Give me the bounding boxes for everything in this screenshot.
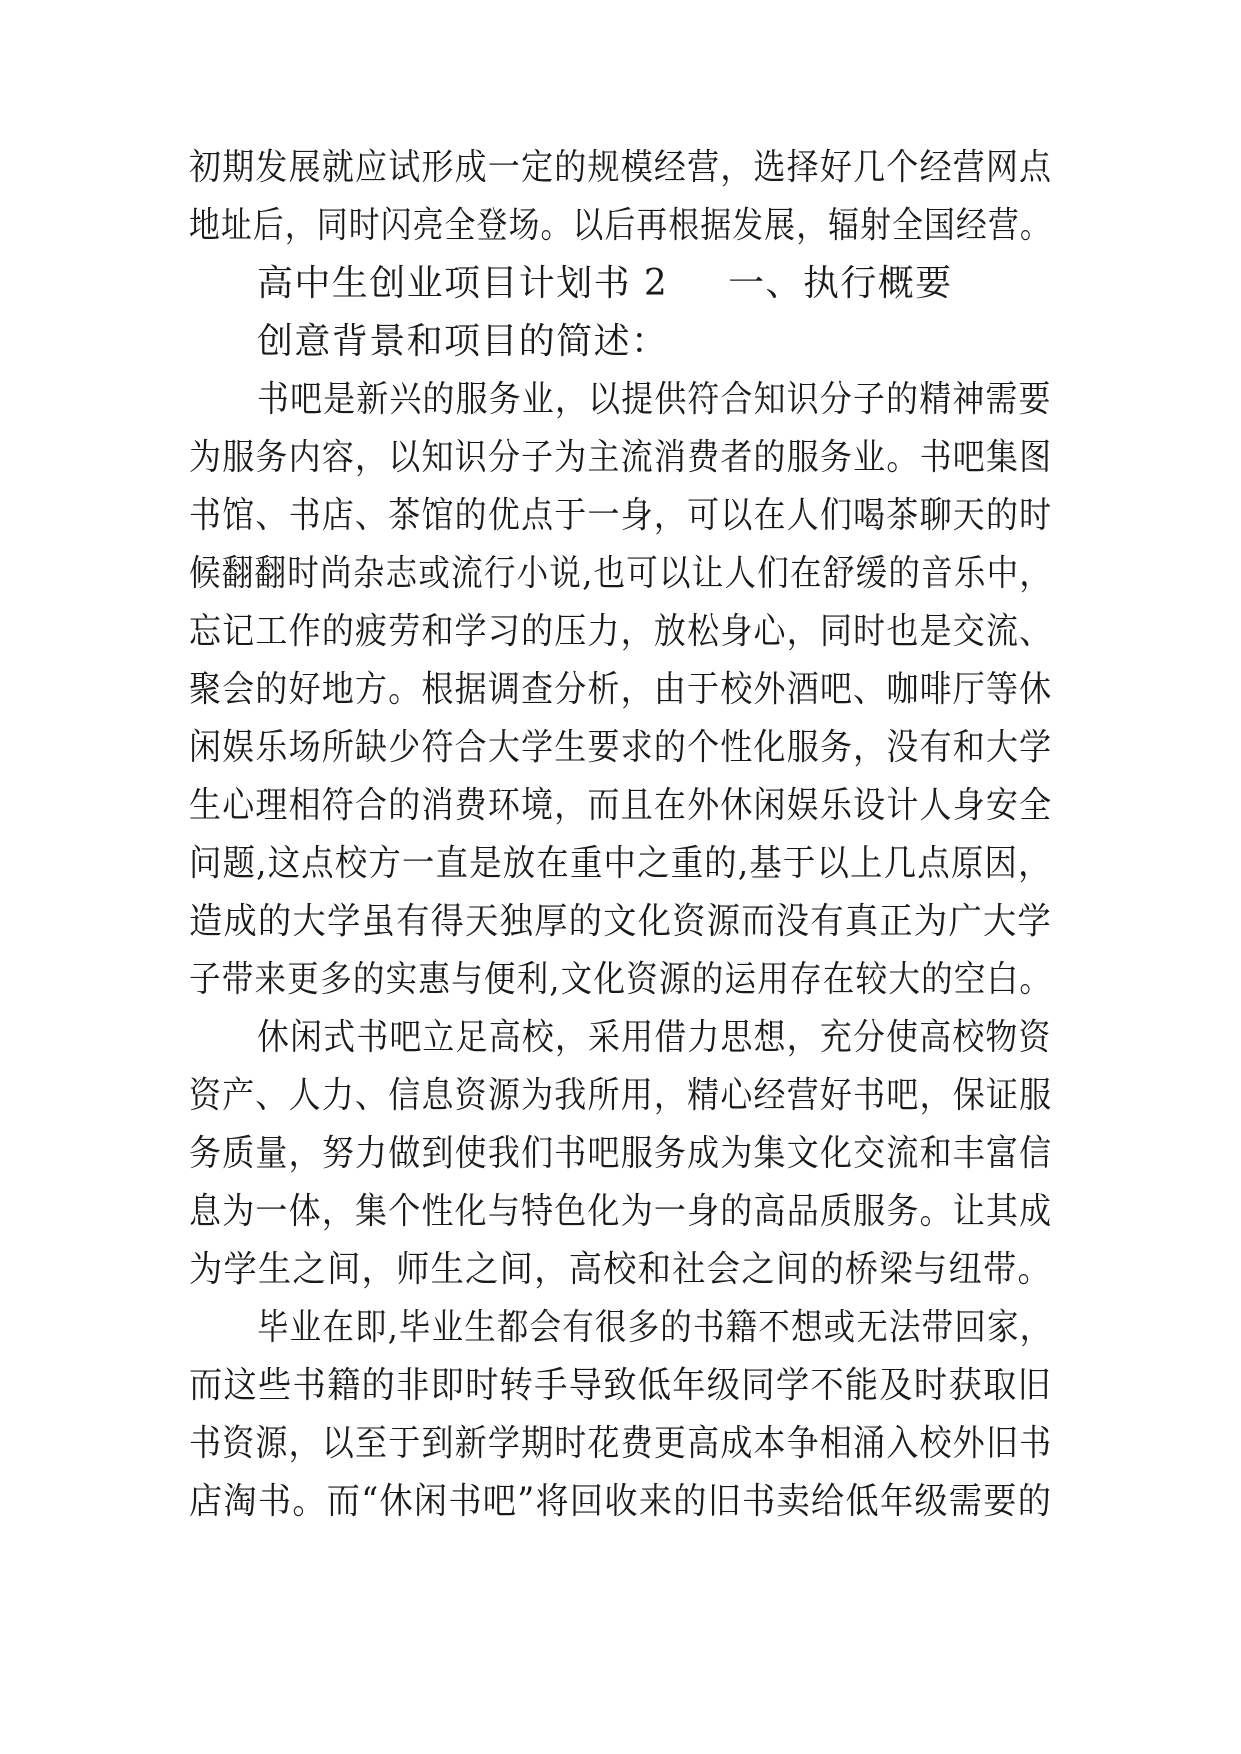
- text-line: 初期发展就应试形成一定的规模经营，选择好几个经营网点: [189, 147, 1053, 188]
- text-line: 店淘书。而“休闲书吧”将回收来的旧书卖给低年级需要的: [189, 1481, 1053, 1522]
- document-title: 高中生创业项目计划书 2: [257, 263, 669, 304]
- text-line: 为学生之间，师生之间，高校和社会之间的桥梁与纽带。: [189, 1249, 1053, 1290]
- text-line: 生心理相符合的消费环境，而且在外休闲娱乐设计人身安全: [189, 785, 1053, 826]
- text-line: 候翻翻时尚杂志或流行小说,也可以让人们在舒缓的音乐中，: [189, 553, 1053, 594]
- text-line: 忘记工作的疲劳和学习的压力，放松身心，同时也是交流、: [189, 611, 1053, 652]
- text-line: 造成的大学虽有得天独厚的文化资源而没有真正为广大学: [189, 901, 1053, 942]
- text-line: 地址后，同时闪亮全登场。以后再根据发展，辐射全国经营。: [189, 205, 1052, 246]
- text-line: 子带来更多的实惠与便利,文化资源的运用存在较大的空白。: [189, 959, 1053, 1000]
- text-line: 闲娱乐场所缺少符合大学生要求的个性化服务，没有和大学: [189, 727, 1053, 768]
- text-line: 问题,这点校方一直是放在重中之重的,基于以上几点原因，: [189, 843, 1052, 884]
- text-line: 书吧是新兴的服务业，以提供符合知识分子的精神需要: [257, 379, 1052, 420]
- text-line: 书资源，以至于到新学期时花费更高成本争相涌入校外旧书: [189, 1423, 1053, 1464]
- text-line: 书馆、书店、茶馆的优点于一身，可以在人们喝茶聊天的时: [189, 495, 1053, 536]
- section-heading: [257, 264, 953, 304]
- text-line: 务质量，努力做到使我们书吧服务成为集文化交流和丰富信: [189, 1133, 1053, 1174]
- text-line: 聚会的好地方。根据调查分析，由于校外酒吧、咖啡厅等休: [189, 669, 1053, 710]
- text-line: 而这些书籍的非即时转手导致低年级同学不能及时获取旧: [189, 1365, 1053, 1406]
- text-line: 毕业在即,毕业生都会有很多的书籍不想或无法带回家，: [257, 1307, 1053, 1348]
- section-title: 一、执行概要: [728, 263, 953, 304]
- text-line: 资产、人力、信息资源为我所用，精心经营好书吧，保证服: [189, 1075, 1053, 1116]
- text-line: 息为一体，集个性化与特色化为一身的高品质服务。让其成: [189, 1191, 1053, 1232]
- text-line: 休闲式书吧立足高校，采用借力思想，充分使高校物资: [257, 1017, 1052, 1058]
- text-line: 为服务内容，以知识分子为主流消费者的服务业。书吧集图: [189, 437, 1053, 478]
- text-line: 创意背景和项目的简述：: [257, 321, 669, 362]
